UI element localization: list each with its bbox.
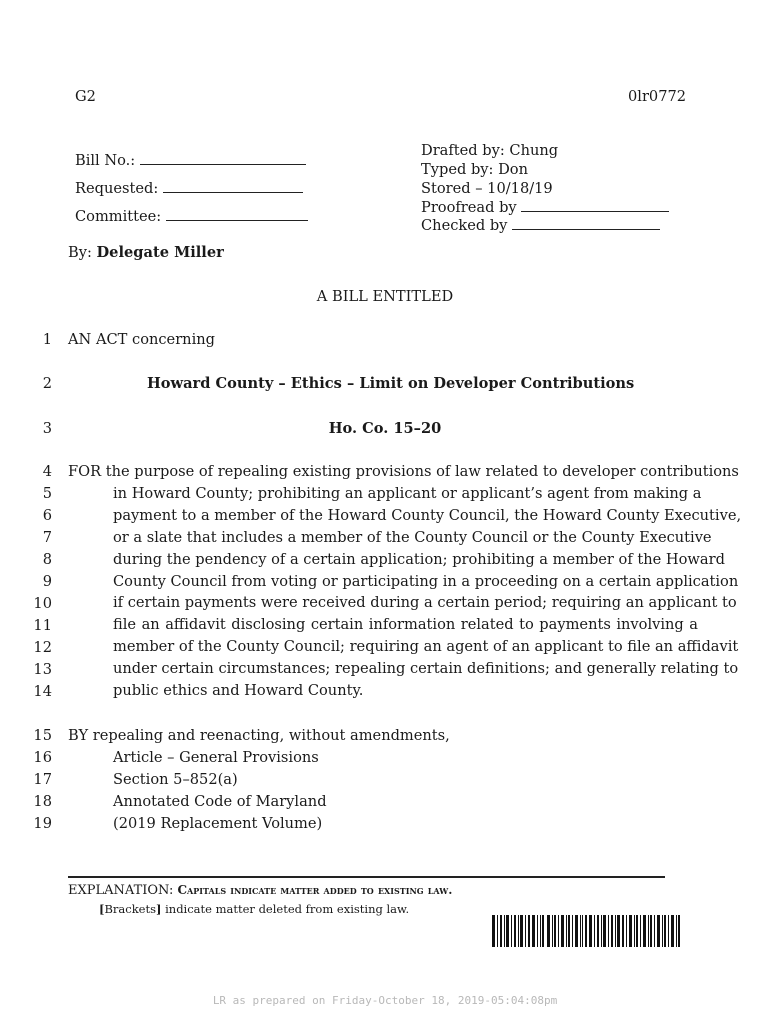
bill-code: Ho. Co. 15–20 — [328, 420, 442, 437]
purpose-line: public ethics and Howard County. — [113, 682, 364, 700]
committee-field — [75, 206, 308, 228]
repeal-section: Section 5–852(a) — [113, 771, 238, 788]
line-number: 19 — [33, 815, 52, 832]
bracket-open: [ — [99, 902, 105, 916]
requested-blank — [163, 178, 303, 193]
act-concerning: AN ACT concerning — [68, 331, 215, 348]
line-number: 7 — [42, 529, 52, 546]
line-number: 6 — [42, 507, 52, 524]
brackets-word: Brackets — [104, 902, 156, 916]
sponsor-prefix: By: — [68, 244, 92, 261]
line-number: 8 — [42, 551, 52, 568]
purpose-line: if certain payments were received during a certain period; requiring an applicant to — [113, 594, 737, 612]
line-number: 14 — [33, 683, 52, 700]
bracket-close: ] — [156, 902, 162, 916]
checked-by-label: Checked by — [421, 217, 508, 234]
checked-by-field — [421, 215, 660, 237]
purpose-line: or a slate that includes a member of the County Council or the County Executive — [113, 528, 712, 546]
line-number: 11 — [33, 617, 52, 634]
purpose-line: in Howard County; prohibiting an applicant or applicant’s agent from making a — [113, 484, 702, 502]
line-number: 16 — [33, 749, 52, 766]
typed-by: Typed by: Don — [421, 161, 528, 178]
bill-entitled-heading: A BILL ENTITLED — [316, 288, 454, 305]
document-code-left: G2 — [75, 88, 96, 105]
explanation-label: EXPLANATION: — [68, 883, 174, 898]
purpose-line: during the pendency of a certain application; prohibiting a member of the Howard — [113, 550, 725, 568]
line-number: 1 — [42, 331, 52, 348]
purpose-line: payment to a member of the Howard County Council, the Howard County Executive, — [113, 506, 742, 524]
purpose-line: under certain circumstances; repealing certain definitions; and generally relating to — [113, 660, 739, 678]
line-number: 17 — [33, 771, 52, 788]
purpose-line: member of the County Council; requiring an agent of an applicant to file an affidavit — [113, 638, 739, 656]
sponsor-line — [68, 242, 224, 264]
purpose-paragraph — [68, 461, 742, 702]
proofread-by-label: Proofread by — [421, 199, 517, 216]
purpose-line: County Council from voting or participating in a proceeding on a certain application — [113, 572, 739, 590]
line-number: 13 — [33, 661, 52, 678]
barcode-icon — [492, 915, 680, 947]
bill-title: Howard County – Ethics – Limit on Developer Contributions — [147, 375, 635, 392]
requested-label: Requested: — [75, 180, 159, 197]
bill-no-label: Bill No.: — [75, 152, 136, 169]
purpose-line: FOR the purpose of repealing existing provisions of law related to developer contributions — [68, 463, 739, 480]
stored-date: Stored – 10/18/19 — [421, 180, 553, 197]
line-number: 4 — [42, 463, 52, 480]
line-number: 15 — [33, 727, 52, 744]
line-number: 9 — [42, 573, 52, 590]
document-code-right: 0lr0772 — [628, 88, 687, 105]
line-number: 3 — [42, 420, 52, 437]
explanation-line — [68, 883, 452, 898]
bill-no-field — [75, 150, 306, 172]
committee-blank — [166, 206, 308, 221]
brackets-text: indicate matter deleted from existing law. — [165, 902, 410, 916]
committee-label: Committee: — [75, 208, 162, 225]
purpose-line: file an affidavit disclosing certain information related to payments involving a — [113, 616, 698, 634]
line-number: 5 — [42, 485, 52, 502]
explanation-divider — [68, 876, 665, 878]
proofread-by-blank — [521, 197, 669, 212]
requested-field — [75, 178, 303, 200]
line-number: 10 — [33, 595, 52, 612]
repeal-intro: BY repealing and reenacting, without amendments, — [68, 727, 450, 744]
explanation-capitals: Capitals indicate matter added to existing law. — [177, 883, 453, 897]
sponsor-name: Delegate Miller — [96, 244, 224, 261]
prepared-footer: LR as prepared on Friday-October 18, 2019-05:04:08pm — [212, 994, 558, 1007]
drafted-by: Drafted by: Chung — [421, 142, 559, 159]
line-number: 2 — [42, 375, 52, 392]
repeal-volume: (2019 Replacement Volume) — [113, 815, 323, 832]
checked-by-blank — [512, 215, 660, 230]
repeal-article: Article – General Provisions — [113, 749, 319, 766]
brackets-line — [99, 902, 409, 916]
repeal-code: Annotated Code of Maryland — [113, 793, 327, 810]
line-number: 12 — [33, 639, 52, 656]
bill-no-blank — [140, 150, 306, 165]
line-number: 18 — [33, 793, 52, 810]
